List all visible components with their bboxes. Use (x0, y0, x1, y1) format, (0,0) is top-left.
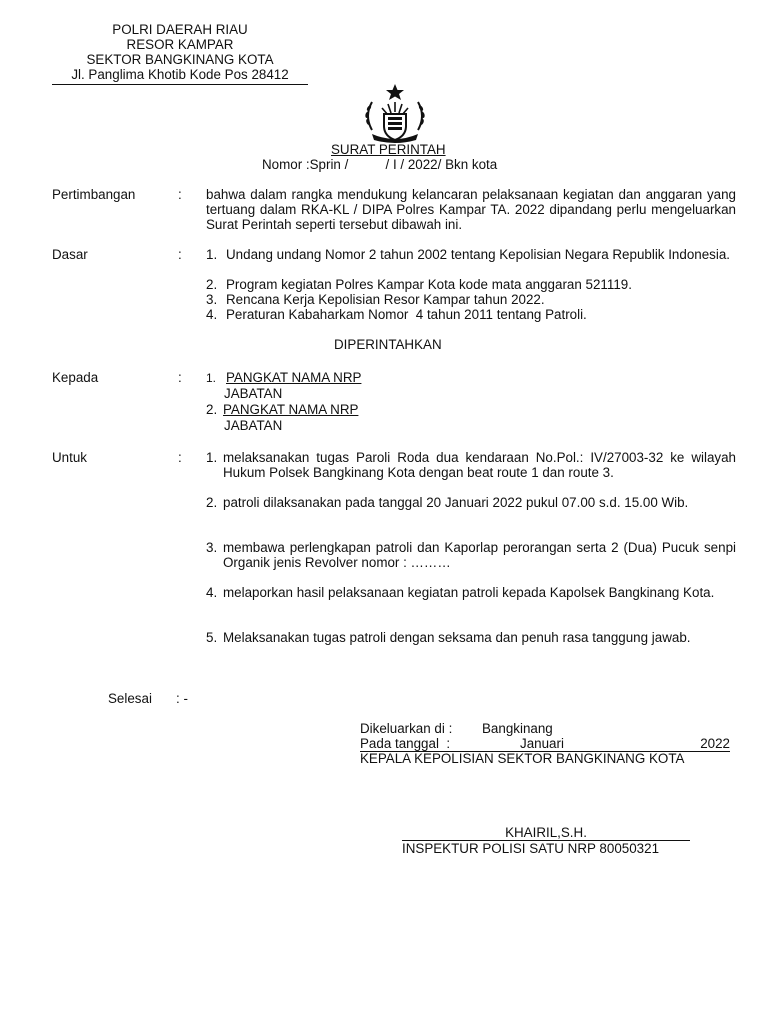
dikeluarkan-label: Dikeluarkan di : (360, 721, 453, 736)
untuk-item-2 (206, 495, 736, 510)
kepada-colon: : (178, 370, 182, 385)
kepada-name: PANGKAT NAMA NRP (223, 402, 359, 417)
dasar-item-1 (206, 247, 736, 262)
dikeluarkan-value: Bangkinang (482, 721, 553, 736)
kepada-label: Kepada (52, 370, 99, 385)
dasar-item-2 (206, 277, 736, 292)
dasar-item-text: Rencana Kerja Kepolisian Resor Kampar tahun 2022. (226, 292, 545, 307)
dasar-item-number: 4. (206, 307, 218, 322)
dasar-item-number: 2. (206, 277, 218, 292)
pertimbangan-text: bahwa dalam rangka mendukung kelancaran pelaksanaan kegiatan dan anggaran yang tertuang dalam RKA-KL / DIPA Polres Kampar TA. 2022 dipandang perlu mengeluarkan Surat Perintah seperti tersebut dibawah ini. (206, 187, 736, 232)
kepada-jabatan: JABATAN (224, 386, 283, 401)
dasar-colon: : (178, 247, 182, 262)
document-number: Nomor :Sprin / / I / 2022/ Bkn kota (262, 157, 498, 172)
dasar-label: Dasar (52, 247, 88, 262)
tanggal-label: Pada tanggal : (360, 736, 451, 751)
kepada-item-number: 1. (206, 371, 217, 385)
untuk-item-3 (206, 540, 736, 570)
selesai-label: Selesai (108, 691, 152, 706)
untuk-item-4 (206, 585, 736, 600)
untuk-item-number: 2. (206, 495, 218, 510)
letterhead-line-3: SEKTOR BANGKINANG KOTA (86, 52, 274, 67)
untuk-item-text: melaksanakan tugas Paroli Roda dua kendaraan No.Pol.: IV/27003-32 ke wilayah Hukum Polsek Bangkinang Kota dengan beat route 1 dan route 3. (223, 450, 736, 480)
dasar-item-number: 3. (206, 292, 218, 307)
untuk-item-text: patroli dilaksanakan pada tanggal 20 Januari 2022 pukul 07.00 s.d. 15.00 Wib. (223, 495, 689, 510)
kepada-jabatan: JABATAN (224, 418, 283, 433)
untuk-item-number: 4. (206, 585, 218, 600)
untuk-item-number: 1. (206, 450, 218, 465)
untuk-item-text: melaporkan hasil pelaksanaan kegiatan patroli kepada Kapolsek Bangkinang Kota. (223, 585, 715, 600)
tanggal-row (360, 736, 730, 752)
dasar-item-text: Peraturan Kabaharkam Nomor 4 tahun 2011 tentang Patroli. (226, 307, 587, 322)
pertimbangan-colon: : (178, 187, 182, 202)
untuk-item-5 (206, 630, 736, 645)
letterhead-line-2: RESOR KAMPAR (126, 37, 234, 52)
untuk-item-text: Melaksanakan tugas patroli dengan seksama dan penuh rasa tanggung jawab. (223, 630, 691, 645)
pertimbangan-label: Pertimbangan (52, 187, 136, 202)
tanggal-year: 2022 (700, 736, 730, 751)
tanggal-month: Januari (520, 736, 564, 751)
document-title: SURAT PERINTAH (331, 142, 446, 157)
kepada-item-number: 2. (206, 402, 218, 417)
selesai-value: : - (176, 691, 188, 706)
dasar-item-text: Program kegiatan Polres Kampar Kota kode mata anggaran 521119. (226, 277, 632, 292)
untuk-label: Untuk (52, 450, 87, 465)
letterhead-line-1: POLRI DAERAH RIAU (112, 22, 248, 37)
issuing-position: KEPALA KEPOLISIAN SEKTOR BANGKINANG KOTA (360, 751, 685, 766)
untuk-item-number: 5. (206, 630, 218, 645)
letterhead-divider (52, 84, 308, 85)
dasar-item-text: Undang undang Nomor 2 tahun 2002 tentang Kepolisian Negara Republik Indonesia. (226, 247, 730, 262)
polri-emblem-icon (358, 82, 432, 144)
dasar-item-number: 1. (206, 247, 218, 262)
dasar-item-3 (206, 292, 736, 307)
dasar-item-4 (206, 307, 736, 322)
signatory-name: KHAIRIL,S.H. (402, 826, 690, 841)
letterhead-address: Jl. Panglima Khotib Kode Pos 28412 (71, 67, 289, 82)
kepada-name: PANGKAT NAMA NRP (226, 370, 362, 385)
signatory-rank: INSPEKTUR POLISI SATU NRP 80050321 (402, 841, 660, 856)
diperintahkan-heading: DIPERINTAHKAN (334, 337, 442, 352)
untuk-colon: : (178, 450, 182, 465)
untuk-item-number: 3. (206, 540, 218, 555)
untuk-item-1 (206, 450, 736, 480)
untuk-item-text: membawa perlengkapan patroli dan Kaporlap perorangan serta 2 (Dua) Pucuk senpi Organik jenis Revolver nomor : ……… (223, 540, 736, 570)
